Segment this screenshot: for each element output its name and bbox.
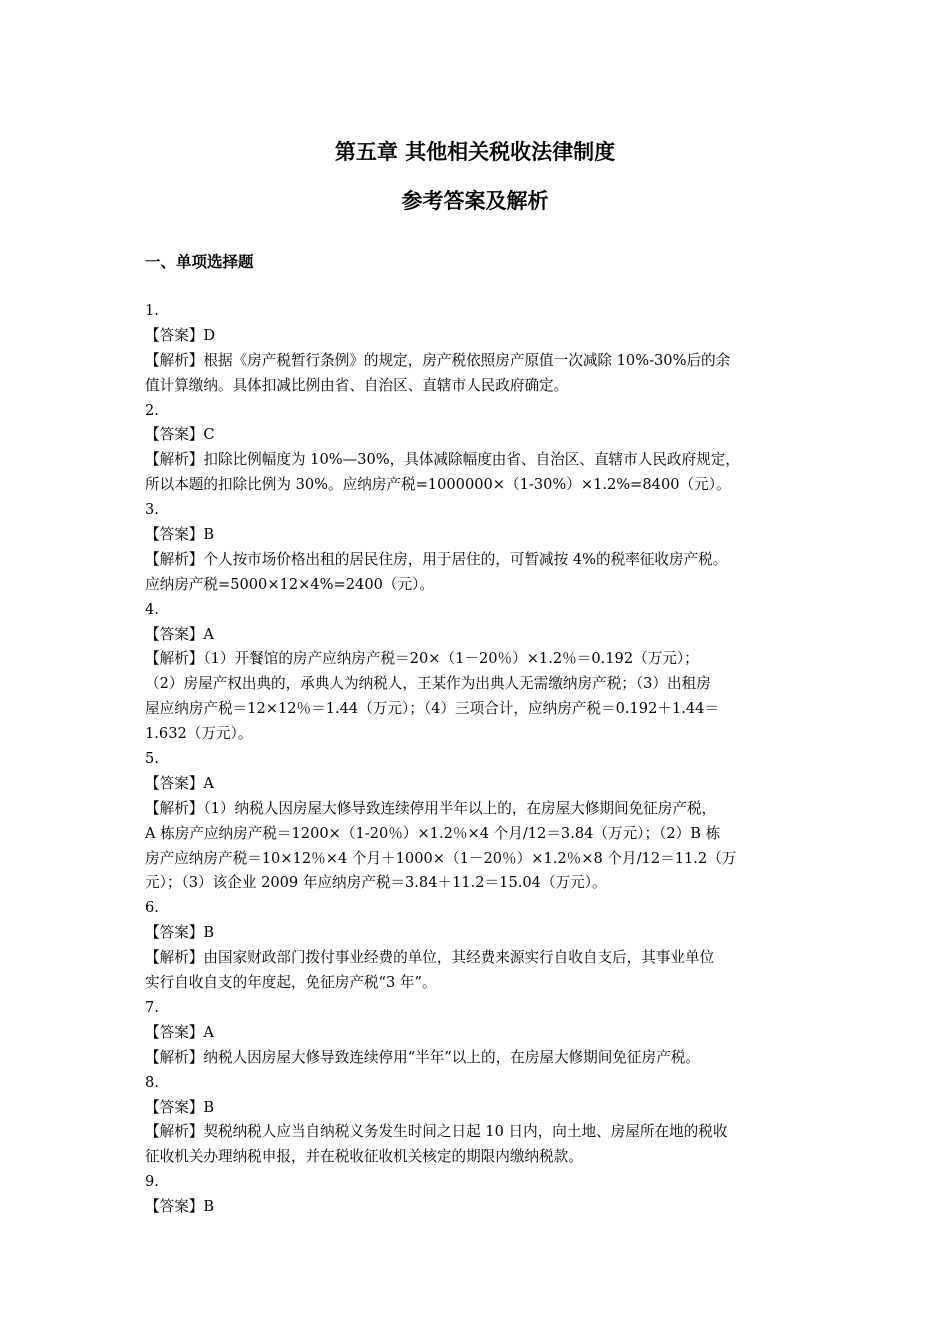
section-heading: 一、单项选择题 xyxy=(145,253,254,271)
explanation-line: 屋应纳房产税＝12×12％＝1.44（万元）；（4）三项合计，应纳房产税＝0.192＋1.44＝ xyxy=(145,700,720,718)
explanation-line: 所以本题的扣除比例为 30%。应纳房产税=1000000×（1-30%）×1.2%=8400（元）。 xyxy=(145,476,731,494)
question-number: 6. xyxy=(145,899,159,917)
explanation-line: 值计算缴纳。具体扣减比例由省、自治区、直辖市人民政府确定。 xyxy=(145,376,569,394)
answer-line: 【答案】C xyxy=(145,426,215,444)
answer-line: 【答案】A xyxy=(145,1023,214,1041)
explanation-line: 【解析】纳税人因房屋大修导致连续停用“半年”以上的，在房屋大修期间免征房产税。 xyxy=(145,1048,700,1066)
answer-body xyxy=(145,299,813,1220)
question-number: 3. xyxy=(145,501,159,519)
document-subtitle: 参考答案及解析 xyxy=(401,189,549,213)
explanation-line: 【解析】（1）纳税人因房屋大修导致连续停用半年以上的，在房屋大修期间免征房产税， xyxy=(145,799,717,817)
explanation-line: 【解析】个人按市场价格出租的居民住房，用于居住的，可暂减按 4%的税率征收房产税。 xyxy=(145,550,728,568)
answer-line: 【答案】B xyxy=(145,526,215,544)
explanation-line: 实行自收自支的年度起，免征房产税“3 年”。 xyxy=(145,974,437,992)
question-number: 1. xyxy=(145,302,159,319)
explanation-line: 元）；（3）该企业 2009 年应纳房产税＝3.84＋11.2＝15.04（万元）。 xyxy=(145,874,607,892)
question-number: 5. xyxy=(145,750,159,768)
question-number: 9. xyxy=(145,1173,159,1191)
answer-line: 【答案】B xyxy=(145,1198,215,1216)
answer-line: 【答案】D xyxy=(145,326,216,344)
explanation-line: 1.632（万元）。 xyxy=(145,725,253,743)
question-number: 4. xyxy=(145,600,159,618)
question-number: 7. xyxy=(145,998,159,1016)
question-number: 2. xyxy=(145,401,159,419)
explanation-line: （2）房屋产权出典的，承典人为纳税人，王某作为出典人无需缴纳房产税；（3）出租房 xyxy=(145,675,711,693)
answer-line: 【答案】A xyxy=(145,774,214,792)
explanation-line: 【解析】由国家财政部门拨付事业经费的单位，其经费来源实行自收自支后，其事业单位 xyxy=(145,949,715,967)
answer-line: 【答案】B xyxy=(145,1098,215,1116)
explanation-line: 征收机关办理纳税申报，并在税收征收机关核定的期限内缴纳税款。 xyxy=(145,1148,583,1166)
question-number: 8. xyxy=(145,1073,159,1091)
explanation-line: A 栋房产应纳房产税＝1200×（1-20％）×1.2％×4 个月/12＝3.84（万元）；（2）B 栋 xyxy=(145,824,721,842)
explanation-line: 【解析】（1）开餐馆的房产应纳房产税＝20×（1－20％）×1.2％＝0.192（万元）； xyxy=(145,650,699,668)
explanation-line: 房产应纳房产税＝10×12％×4 个月＋1000×（1－20％）×1.2％×8 个月/12＝11.2（万 xyxy=(145,849,737,867)
explanation-line: 【解析】根据《房产税暂行条例》的规定，房产税依照房产原值一次减除 10%-30%后的余 xyxy=(145,351,731,369)
explanation-line: 应纳房产税=5000×12×4%=2400（元）。 xyxy=(145,575,434,593)
answer-line: 【答案】A xyxy=(145,625,214,643)
explanation-line: 【解析】扣除比例幅度为 10%—30%，具体减除幅度由省、自治区、直辖市人民政府规定， xyxy=(145,451,740,469)
answer-line: 【答案】B xyxy=(145,924,215,942)
chapter-title: 第五章 其他相关税收法律制度 xyxy=(334,140,616,164)
explanation-line: 【解析】契税纳税人应当自纳税义务发生时间之日起 10 日内，向土地、房屋所在地的税收 xyxy=(145,1123,728,1141)
